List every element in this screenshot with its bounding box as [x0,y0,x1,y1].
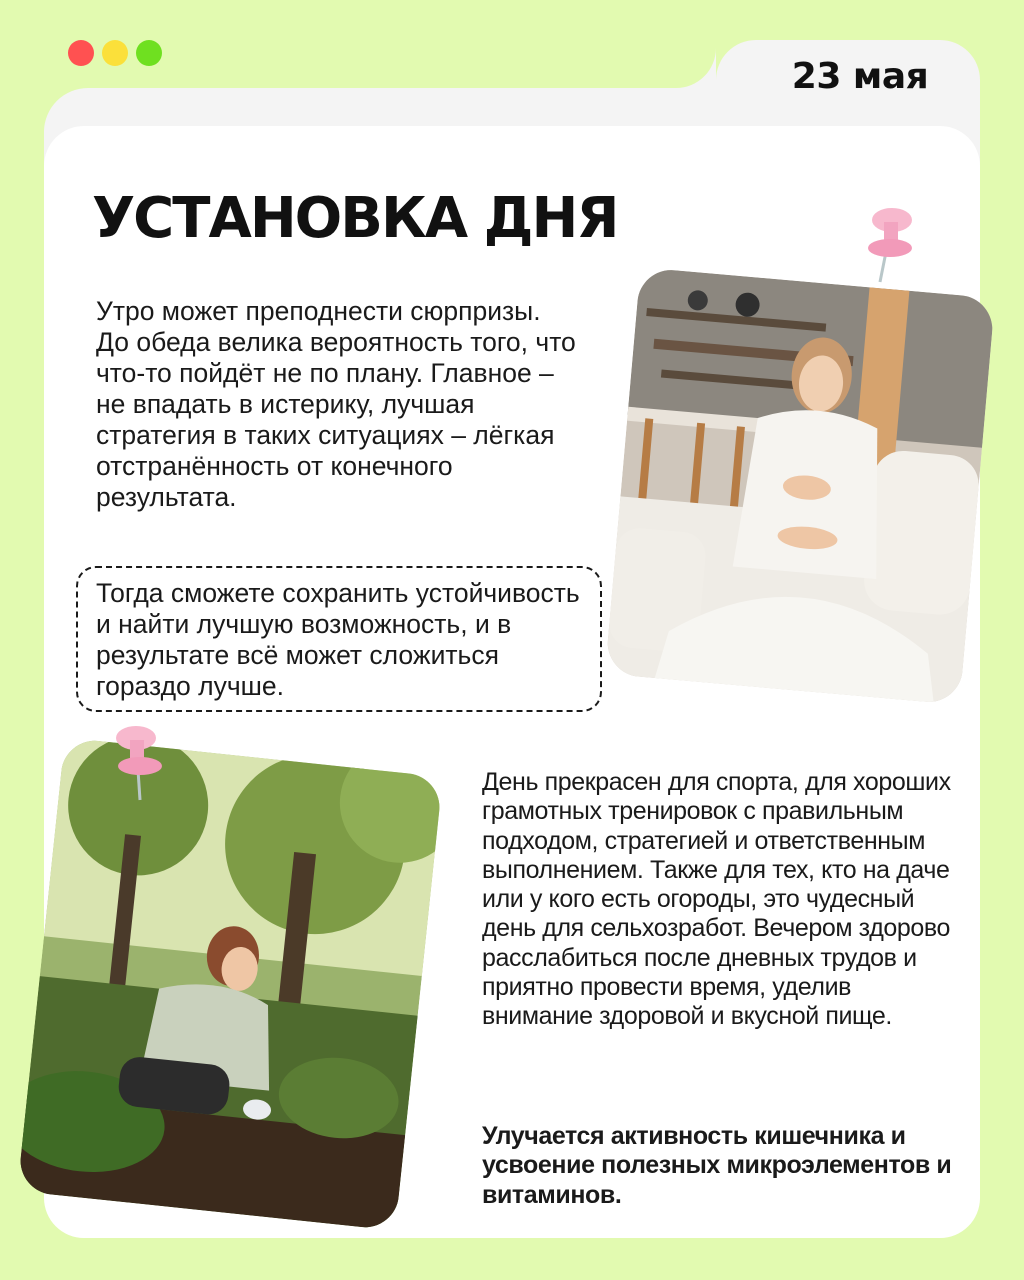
push-pin-icon [110,722,170,802]
intro-paragraph: Утро может преподнести сюрпризы. До обеда велика вероятность того, что что-то пойдёт не по плану. Главное – не впадать в истерику, лучшая стратегия в таких ситуациях – лёгкая отстранённость от конечного результата. [96,296,576,512]
close-dot-icon[interactable] [68,40,94,66]
maximize-dot-icon[interactable] [136,40,162,66]
date-label: 23 мая [791,56,929,97]
tab-curve [676,48,716,88]
health-note: Улучается активность кишечника и усвоение полезных микроэлементов и витаминов. [482,1122,952,1209]
push-pin-icon [858,204,918,284]
minimize-dot-icon[interactable] [102,40,128,66]
meditation-photo [605,267,995,704]
callout-text: Тогда сможете сохранить устойчивость и найти лучшую возможность, и в результате всё может сложиться гораздо лучше. [96,578,580,701]
page-title: УСТАНОВКА ДНЯ [92,186,618,251]
sport-paragraph: День прекрасен для спорта, для хороших грамотных тренировок с правильным подходом, стратегией и ответственным выполнением. Также для тех, кто на даче или у кого есть огороды, это чудесный день для сельхозработ. Вечером здорово расслабиться после дневных трудов и приятно провести время, уделив внимание здоровой и вкусной пище. [482,768,951,1031]
gardening-photo [17,737,443,1230]
window-controls [68,40,162,66]
